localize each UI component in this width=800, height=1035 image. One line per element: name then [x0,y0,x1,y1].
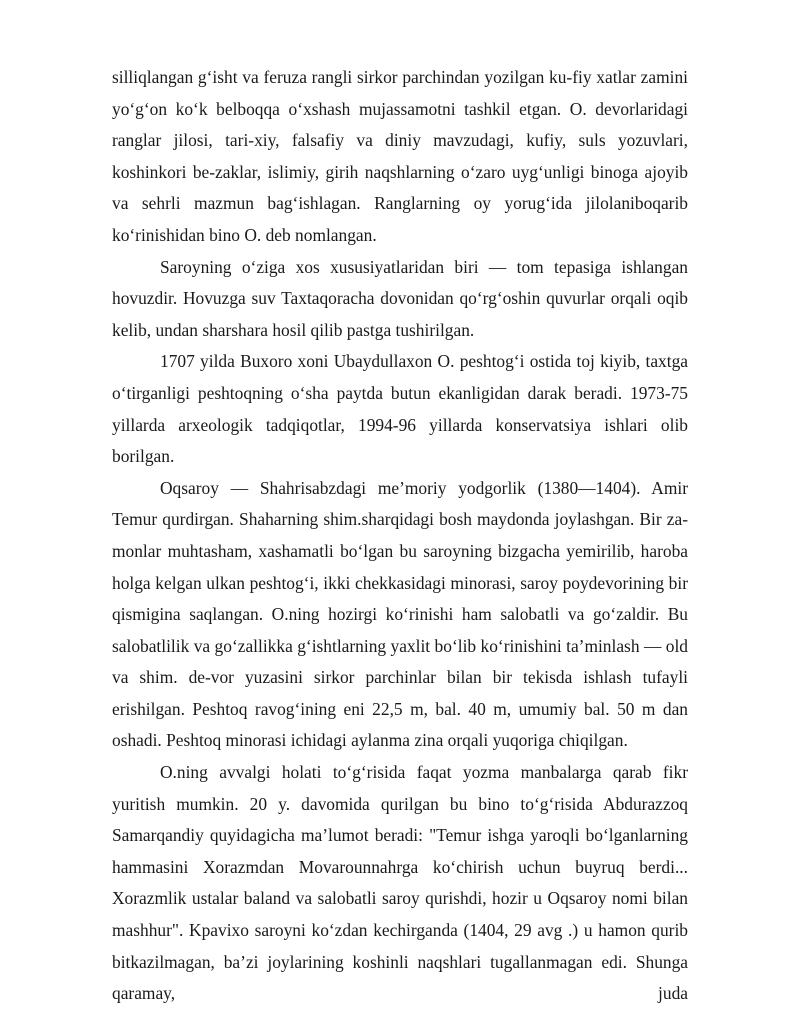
paragraph-former-state: O.ning avvalgi holati to‘g‘risida faqat yozma manbalarga qarab fikr yuritish mumkin. 20 y. davomida qurilgan bu bino to‘g‘risida Abdurazzoq Samarqandiy quyidagicha ma’lumot beradi: "Temur ishga yaroqli bo‘lganlarning hammasini Xorazmdan Movarounnahrga ko‘chirish uchun buyruq berdi... Xorazmlik ustalar baland va salobatli saroy qurishdi, hozir u Oqsaroy nomi bilan mashhur". Kpavixo saroyni ko‘zdan kechirganda (1404, 29 avg .) u hamon qurib bitkazilmagan, ba’zi joylarining koshinli naqshlari tugallanmagan edi. Shunga qaramay, juda [112,762,688,1004]
paragraph-pool: Saroyning o‘ziga xos xususiyatlaridan biri — tom tepasiga ishlangan hovuzdir. Hovuzga suv Taxtaqoracha dovonidan qo‘rg‘oshin quvurlar orqali oqib kelib, undan sharshara hosil qilib pastga tushirilgan. [112,256,688,340]
document-page [112,62,688,1010]
paragraph-history: 1707 yilda Buxoro xoni Ubaydullaxon O. peshtog‘i ostida toj kiyib, taxtga o‘tirganligi peshtoqning o‘sha paytda butun ekanligidan darak beradi. 1973-75 yillarda arxeologik tadqiqotlar, 1994-96 yillarda konservatsiya ishlari olib borilgan. [112,351,688,467]
paragraph-oqsaroy: Oqsaroy — Shahrisabzdagi me’moriy yodgorlik (1380—1404). Amir Temur qurdirgan. Shaharning shim.sharqidagi bosh maydonda joylashgan. Bir za-monlar muhtasham, xashamatli bo‘lgan bu saroyning bizgacha yemirilib, haroba holga kelgan ulkan peshtog‘i, ikki chekkasidagi minorasi, saroy poydevorining bir qismigina saqlangan. O.ning hozirgi ko‘rinishi ham salobatli va go‘zaldir. Bu salobatlilik va go‘zallikka g‘ishtlarning yaxlit bo‘lib ko‘rinishini ta’minlash — old va shim. de-vor yuzasini sirkor parchinlar bilan bir tekisda ishlash tufayli erishilgan. Peshtoq ravog‘ining eni 22,5 m, bal. 40 m, umumiy bal. 50 m dan oshadi. Peshtoq minorasi ichidagi aylanma zina orqali yuqoriga chiqilgan. [112,477,688,751]
paragraph-continuation: silliqlangan g‘isht va feruza rangli sirkor parchindan yozilgan ku-fiy xatlar zamini yo‘g‘on ko‘k belboqqa o‘xshash mujassamotni tashkil etgan. O. devorlaridagi ranglar jilosi, tari-xiy, falsafiy va diniy mavzudagi, kufiy, suls yozuvlari, koshinkori be-zaklar, islimiy, girih naqshlarning o‘zaro uyg‘unligi binoga ajoyib va sehrli mazmun bag‘ishlagan. Ranglarning oy yorug‘ida jilolaniboqarib ko‘rinishidan bino O. deb nomlangan. [112,67,688,245]
